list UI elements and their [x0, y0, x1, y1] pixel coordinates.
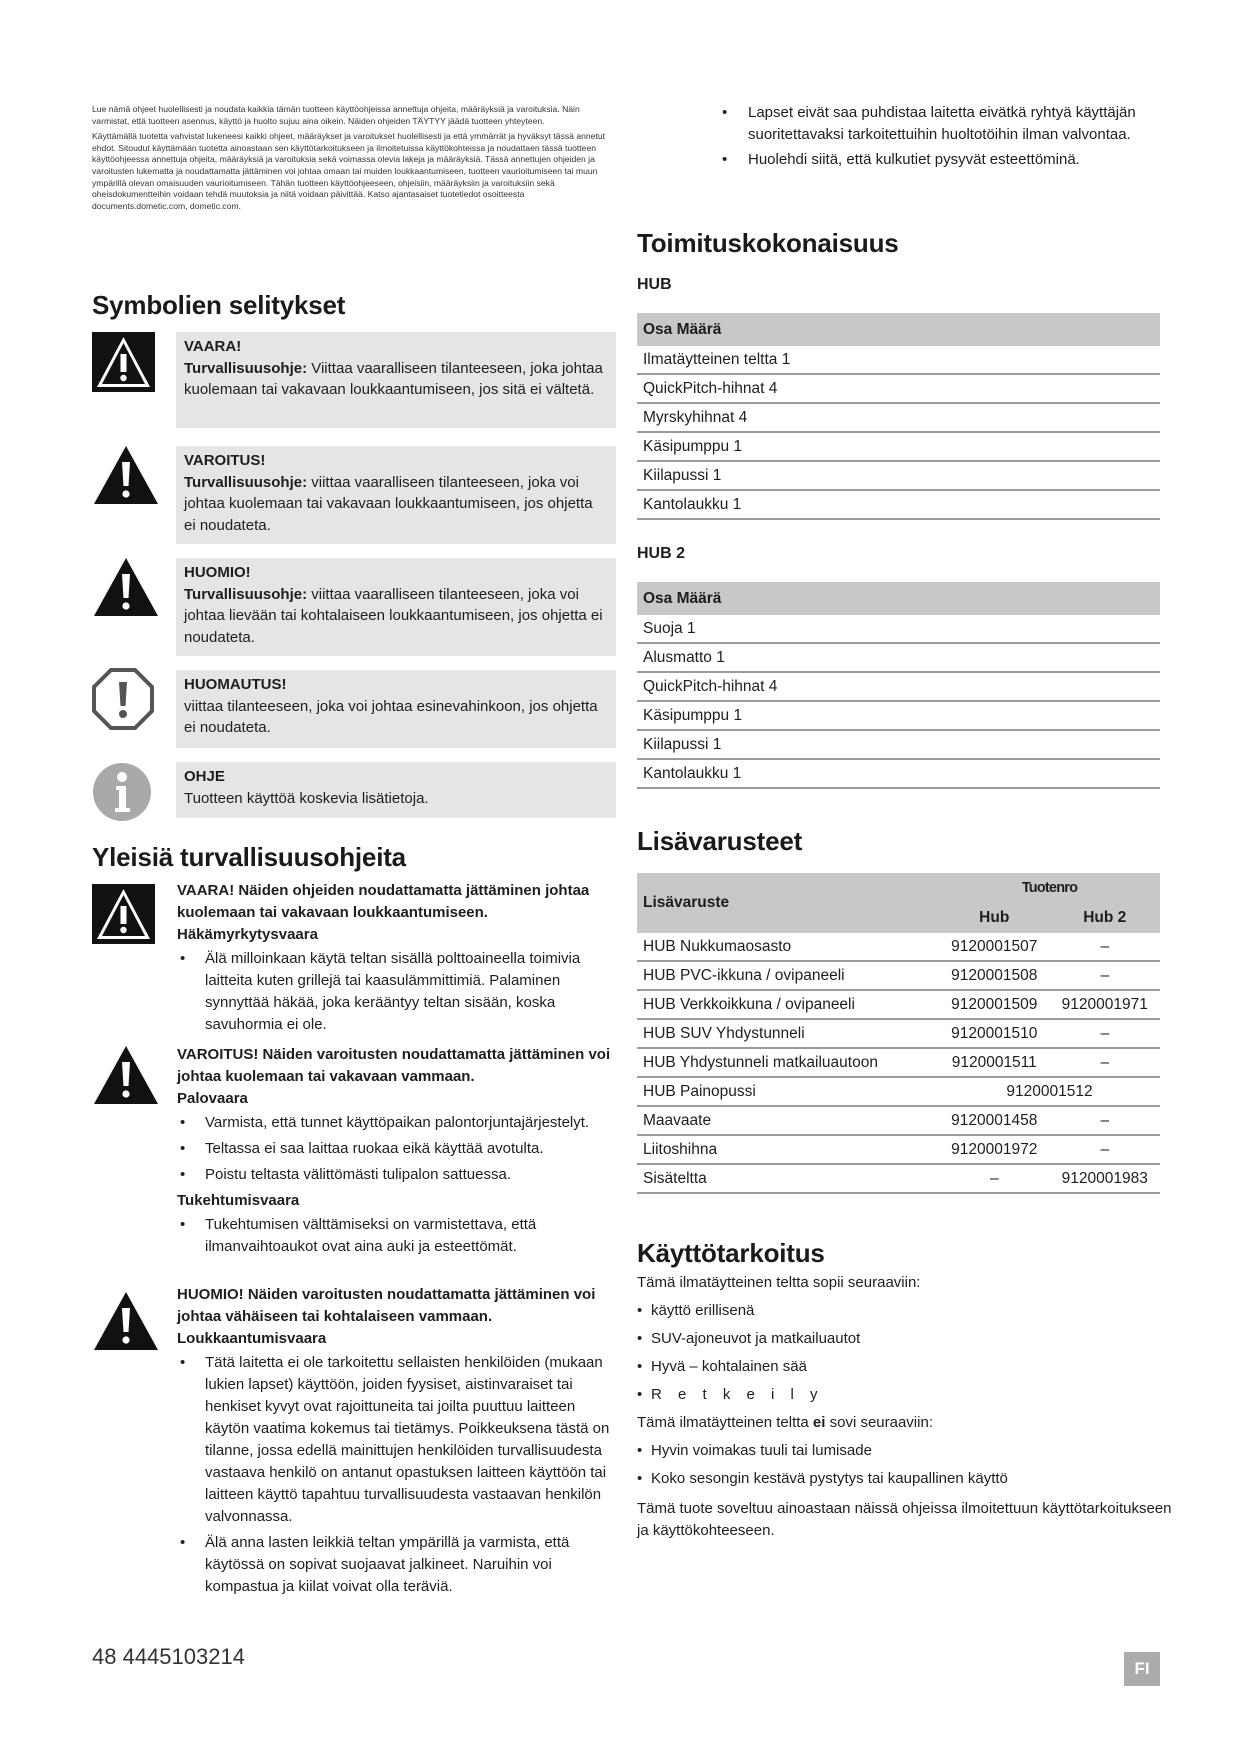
table-cell: 9120001510 [939, 1019, 1050, 1048]
notice-danger-text: Viittaa vaaralliseen tilanteeseen, joka johtaa kuolemaan tai vakavaan loukkaantumiseen, jos sitä ei vältetä. [184, 359, 603, 398]
safety-warning-bullet-4: • Tukehtumisen välttämiseksi on varmistettava, että ilmanvaihtoaukot ovat aina auki ja esteettömät. [177, 1214, 617, 1258]
table-cell: HUB Nukkumaosasto [637, 933, 939, 961]
table-row [637, 1048, 1160, 1077]
safety-danger-sub: Häkämyrkytysvaara [177, 926, 318, 943]
info-icon [92, 762, 152, 827]
notice-caution-title: HUOMIO! [184, 564, 251, 581]
table-cell: – [1050, 1135, 1161, 1164]
table-row [637, 759, 1160, 788]
safety-caution-bullet-1: • Tätä laitetta ei ole tarkoitettu sellaisten henkilöiden (mukaan lukien lapset) käyttöön, joiden fyysiset, aistinvaraiset tai henkiset kyvyt ovat rajoittuneita tai joilta puuttuu laitteen käytön vaatima kokemus tai tietämys. Poikkeuksena tästä on tilanne, jossa edellä mainittujen henkilöiden turvallisuudesta vastaava henkilö on antanut opastuksen laitteen käyttöön tai laitteen käyttö tapahtuu turvallisuudesta vastaavan henkilön valvonnassa. [177, 1352, 617, 1528]
table-cell: 9120001458 [939, 1106, 1050, 1135]
notice-warning [176, 446, 616, 544]
notice-caution-lead: Turvallisuusohje: [184, 585, 308, 603]
safety-danger-bullet-1: • Älä milloinkaan käytä teltan sisällä polttoaineella toimivia laitteita kuten grillejä tai kaasulämmittimiä. Palaminen synnyttää häkää, joka kerääntyy teltan sisään, koska savuhormia ei ole. [177, 948, 617, 1036]
notice-warning-title: VAROITUS! [184, 452, 266, 469]
accessories-col-group: Tuotenro [939, 873, 1160, 903]
table-cell: 9120001983 [1050, 1164, 1161, 1193]
accessories-col-hub: Hub [939, 903, 1050, 933]
notice-warning-text: viittaa vaaralliseen tilanteeseen, joka voi johtaa kuolemaan tai vakavaan loukkaantumiseen, jos ohjetta ei noudateta. [184, 473, 593, 534]
table-row [637, 961, 1160, 990]
intro-paragraph-2: Käyttämällä tuotetta vahvistat lukeneesi kaikki ohjeet, määräykset ja varoitukset huolellisesti ja että ymmärrät ja hyväksyt tässä annetut ehdot. Sitoudut käyttämään tuotetta ainoastaan sen käyttötarkoitukseen ja ilmoitetuissa käyttökohteissa ja noudattaen tässä tuotteen käyttöohjeessa annettuja ohjeita, määräyksiä ja varoituksia sekä voimassa olevia lakeja ja määräyksiä. Tässä annettujen ohjeiden ja varoitusten lukematta ja noudattamatta jättäminen voi johtaa omaan tai muiden loukkaantumiseen, tuotteen vaurioitumiseen tai muun ympärillä olevan omaisuuden vaurioitumiseen. Tähän tuotteen käyttöohjeeseen, ohjeisiin, määräyksiin ja varoituksiin sekä oheisdokumentteihin voidaan tehdä muutoksia ja niitä voidaan päivittää. Katso ajantasaiset tuotetiedot osoitteesta documents.dometic.com, dometic.com. [92, 131, 606, 211]
table-cell: HUB SUV Yhdystunneli [637, 1019, 939, 1048]
table-cell: 9120001971 [1050, 990, 1161, 1019]
table-row [637, 374, 1160, 403]
accessories-col-hub2: Hub 2 [1050, 903, 1161, 933]
warning-icon [92, 444, 160, 511]
accessories-table [637, 873, 1160, 1194]
table-row [637, 1106, 1160, 1135]
delivery-hub2-col: Osa Määrä [637, 582, 1160, 615]
safety-caution-sub: Loukkaantumisvaara [177, 1330, 327, 1347]
notice-octagon-icon [92, 668, 154, 735]
table-cell: HUB Yhdystunneli matkailuautoon [637, 1048, 939, 1077]
use-heading: Käyttötarkoitus [637, 1238, 825, 1268]
notice-danger [176, 332, 616, 428]
table-cell: – [939, 1164, 1050, 1193]
table-cell: 9120001972 [939, 1135, 1050, 1164]
table-row [637, 701, 1160, 730]
use-unsuitable-1: • Hyvin voimakas tuuli tai lumisade [637, 1440, 1177, 1462]
safety-warning-heading: VAROITUS! Näiden varoitusten noudattamatta jättäminen voi johtaa kuolemaan tai vakavaan vammaan. [177, 1046, 611, 1085]
table-row [637, 643, 1160, 672]
safety-danger-heading: VAARA! Näiden ohjeiden noudattamatta jättäminen johtaa kuolemaan tai vakavaan loukkaantumiseen. [177, 882, 590, 921]
table-cell: HUB PVC-ikkuna / ovipaneeli [637, 961, 939, 990]
table-row [637, 1135, 1160, 1164]
warning-icon-2 [92, 1044, 160, 1111]
table-cell: Suoja 1 [637, 615, 1160, 643]
safety-warning-sub: Palovaara [177, 1090, 248, 1107]
table-cell: 9120001507 [939, 933, 1050, 961]
safety-warning-sub-2: Tukehtumisvaara [177, 1192, 300, 1209]
safety-warning-bullet-2: • Teltassa ei saa laittaa ruokaa eikä käyttää avotulta. [177, 1138, 617, 1160]
table-cell: 9120001509 [939, 990, 1050, 1019]
table-cell: Alusmatto 1 [637, 643, 1160, 672]
table-cell: Käsipumppu 1 [637, 701, 1160, 730]
safety-warning-bullet-3: • Poistu teltasta välittömästi tulipalon sattuessa. [177, 1164, 617, 1186]
table-row [637, 730, 1160, 759]
table-cell: – [1050, 1106, 1161, 1135]
safety-danger-block [177, 880, 617, 1040]
table-row [637, 1019, 1160, 1048]
notice-info-text: Tuotteen käyttöä koskevia lisätietoja. [184, 789, 429, 807]
table-row [637, 490, 1160, 519]
use-unsuitable-2: • Koko sesongin kestävä pystytys tai kaupallinen käyttö [637, 1468, 1177, 1490]
table-row [637, 1164, 1160, 1193]
table-cell: – [1050, 961, 1161, 990]
table-cell: – [1050, 1019, 1161, 1048]
danger-icon-2 [92, 884, 155, 949]
table-cell: HUB Painopussi [637, 1077, 939, 1106]
table-cell: Myrskyhihnat 4 [637, 403, 1160, 432]
delivery-hub-table [637, 313, 1160, 520]
table-row [637, 432, 1160, 461]
notice-note-title: HUOMAUTUS! [184, 676, 287, 693]
notice-warning-lead: Turvallisuusohje: [184, 473, 308, 491]
notice-info-title: OHJE [184, 768, 225, 785]
use-not-pre: Tämä ilmatäytteinen teltta [637, 1414, 813, 1431]
caution-icon [92, 556, 160, 623]
table-row [637, 990, 1160, 1019]
safety-cont-bullet-1: • Lapset eivät saa puhdistaa laitetta eivätkä ryhtyä käyttäjän suoritettavaksi tarkoitettuihin huoltotöihin ilman valvontaa. [720, 102, 1160, 146]
page-number: 48 4445103214 [92, 1644, 245, 1669]
notice-note [176, 670, 616, 748]
notice-info [176, 762, 616, 818]
intro-paragraph-1: Lue nämä ohjeet huolellisesti ja noudata kaikkia tämän tuotteen käyttöohjeissa annettuja ohjeita, määräyksiä ja varoituksia. Näin varmistat, että tuotteen asennus, käyttö ja huolto sujuu aina oikein. Näiden ohjeiden TÄYTYY jäädä tuotteen yhteyteen. [92, 104, 580, 126]
accessories-col-item: Lisävaruste [637, 873, 939, 933]
delivery-hub-label: HUB [637, 276, 672, 293]
delivery-heading: Toimituskokonaisuus [637, 228, 899, 258]
intro-text [92, 104, 612, 216]
use-not-suitable-intro [637, 1412, 1177, 1434]
safety-caution-block [177, 1284, 617, 1602]
use-suitable-2: • SUV-ajoneuvot ja matkailuautot [637, 1328, 1177, 1350]
table-row [637, 461, 1160, 490]
safety-warning-bullet-1: • Varmista, että tunnet käyttöpaikan palontorjuntajärjestelyt. [177, 1112, 617, 1134]
safety-caution-bullet-2: • Älä anna lasten leikkiä teltan ympärillä ja varmista, että käytössä on sopivat suojaavat jalkineet. Naruihin voi kompastua ja kiilat voivat olla teräviä. [177, 1532, 617, 1598]
delivery-hub2-label: HUB 2 [637, 545, 686, 562]
table-cell: Sisäteltta [637, 1164, 939, 1193]
caution-icon-2 [92, 1290, 160, 1357]
table-cell: QuickPitch-hihnat 4 [637, 374, 1160, 403]
danger-icon [92, 332, 155, 397]
notice-note-text: viittaa tilanteeseen, joka voi johtaa esinevahinkoon, jos ohjetta ei noudateta. [184, 697, 598, 736]
table-row [637, 1077, 1160, 1106]
delivery-hub-col: Osa Määrä [637, 313, 1160, 346]
safety-cont-bullet-2: • Huolehdi siitä, että kulkutiet pysyvät esteettöminä. [720, 149, 1160, 171]
table-cell: 9120001508 [939, 961, 1050, 990]
table-cell: 9120001512 [939, 1077, 1160, 1106]
use-closing: Tämä tuote soveltuu ainoastaan näissä ohjeissa ilmoitettuun käyttötarkoitukseen ja käyttökohteeseen. [637, 1500, 1172, 1539]
language-badge: FI [1124, 1652, 1160, 1686]
use-suitable-1: • käyttö erillisenä [637, 1300, 1177, 1322]
safety-continued [720, 102, 1160, 174]
table-cell: – [1050, 1048, 1161, 1077]
table-cell: Ilmatäytteinen teltta 1 [637, 346, 1160, 374]
table-cell: Maavaate [637, 1106, 939, 1135]
table-cell: Liitoshihna [637, 1135, 939, 1164]
table-cell: Kiilapussi 1 [637, 461, 1160, 490]
use-suitable-3: • Hyvä – kohtalainen sää [637, 1356, 1177, 1378]
table-cell: 9120001511 [939, 1048, 1050, 1077]
notice-caution-text: viittaa vaaralliseen tilanteeseen, joka voi johtaa lievään tai kohtalaiseen loukkaantumiseen, jos ohjetta ei noudateta. [184, 585, 603, 646]
accessories-heading: Lisävarusteet [637, 826, 803, 856]
table-cell: – [1050, 933, 1161, 961]
use-not-post: sovi seuraaviin: [825, 1414, 933, 1431]
table-row [637, 346, 1160, 374]
use-intro: Tämä ilmatäytteinen teltta sopii seuraaviin: [637, 1274, 921, 1291]
table-cell: HUB Verkkoikkuna / ovipaneeli [637, 990, 939, 1019]
safety-caution-heading: HUOMIO! Näiden varoitusten noudattamatta jättäminen voi johtaa vähäiseen tai kohtalaiseen vammaan. [177, 1286, 596, 1325]
table-row [637, 672, 1160, 701]
use-not-bold: ei [812, 1414, 826, 1431]
use-suitable-4: • R e t k e i l y [637, 1384, 1177, 1406]
notice-danger-title: VAARA! [184, 338, 242, 355]
table-row [637, 403, 1160, 432]
table-row [637, 933, 1160, 961]
table-cell: QuickPitch-hihnat 4 [637, 672, 1160, 701]
symbols-heading: Symbolien selitykset [92, 290, 346, 320]
table-cell: Kantolaukku 1 [637, 490, 1160, 519]
table-cell: Kantolaukku 1 [637, 759, 1160, 788]
use-block [637, 1272, 1177, 1548]
safety-warning-block [177, 1044, 617, 1262]
table-cell: Kiilapussi 1 [637, 730, 1160, 759]
safety-heading: Yleisiä turvallisuusohjeita [92, 842, 406, 872]
notice-danger-lead: Turvallisuusohje: [184, 359, 308, 377]
table-row [637, 615, 1160, 643]
notice-caution [176, 558, 616, 656]
table-cell: Käsipumppu 1 [637, 432, 1160, 461]
delivery-hub2-table [637, 582, 1160, 789]
